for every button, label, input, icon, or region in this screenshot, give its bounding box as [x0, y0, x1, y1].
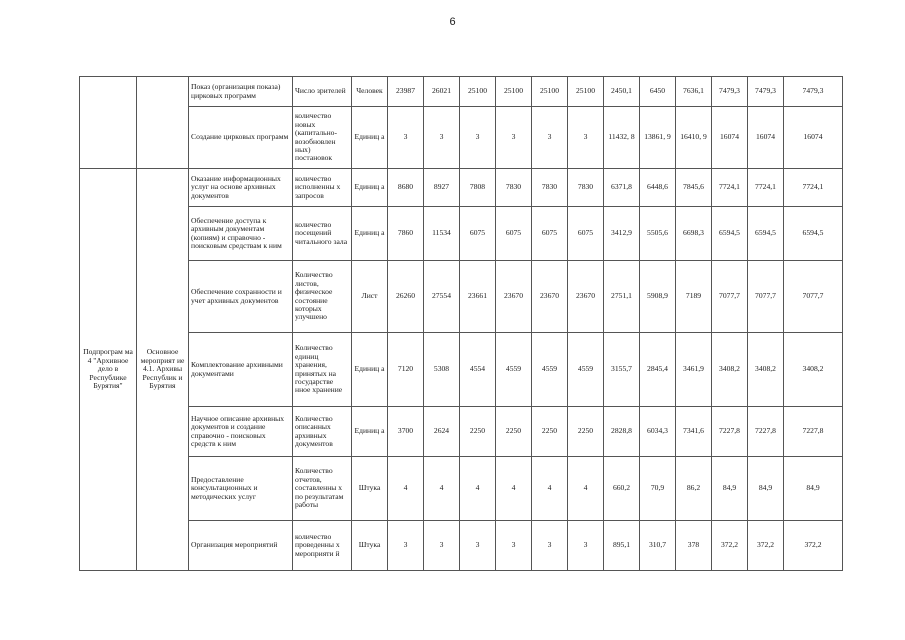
value-cell: 7341,6	[676, 407, 712, 457]
value-cell: 84,9	[712, 457, 748, 521]
unit-cell: Единиц а	[352, 107, 388, 169]
unit-cell: Единиц а	[352, 333, 388, 407]
value-cell: 2250	[460, 407, 496, 457]
measure-cell	[137, 77, 189, 169]
value-cell: 660,2	[604, 457, 640, 521]
indicator-cell: количество посещений читального зала	[293, 207, 352, 261]
value-cell: 6594,5	[784, 207, 843, 261]
value-cell: 3	[388, 107, 424, 169]
value-cell: 3	[424, 107, 460, 169]
service-cell: Обеспечение сохранности и учет архивных документов	[189, 261, 293, 333]
value-cell: 6448,6	[640, 169, 676, 207]
table-row	[80, 107, 843, 169]
value-cell: 2845,4	[640, 333, 676, 407]
value-cell: 11432, 8	[604, 107, 640, 169]
service-cell: Оказание информационных услуг на основе архивных документов	[189, 169, 293, 207]
value-cell: 4	[532, 457, 568, 521]
value-cell: 6450	[640, 77, 676, 107]
indicator-cell: Количество единиц хранения, принятых на государстве нное хранение	[293, 333, 352, 407]
value-cell: 3	[568, 521, 604, 571]
value-cell: 25100	[532, 77, 568, 107]
value-cell: 4	[568, 457, 604, 521]
value-cell: 4559	[532, 333, 568, 407]
value-cell: 7724,1	[748, 169, 784, 207]
table-row	[80, 77, 843, 107]
value-cell: 7830	[532, 169, 568, 207]
service-cell: Научное описание архивных документов и создание справочно - поисковых средств к ним	[189, 407, 293, 457]
value-cell: 3	[424, 521, 460, 571]
value-cell: 4559	[496, 333, 532, 407]
unit-cell: Штука	[352, 457, 388, 521]
value-cell: 7808	[460, 169, 496, 207]
value-cell: 4559	[568, 333, 604, 407]
indicator-cell: количество исполненны х запросов	[293, 169, 352, 207]
value-cell: 23670	[496, 261, 532, 333]
table-row	[80, 207, 843, 261]
table-row	[80, 521, 843, 571]
value-cell: 4554	[460, 333, 496, 407]
indicator-cell: Количество отчетов, составленны х по результатам работы	[293, 457, 352, 521]
table-row	[80, 407, 843, 457]
value-cell: 5505,6	[640, 207, 676, 261]
value-cell: 6594,5	[712, 207, 748, 261]
value-cell: 8927	[424, 169, 460, 207]
page-number: 6	[449, 16, 456, 28]
value-cell: 25100	[568, 77, 604, 107]
value-cell: 378	[676, 521, 712, 571]
value-cell: 7830	[568, 169, 604, 207]
value-cell: 3	[496, 107, 532, 169]
value-cell: 25100	[496, 77, 532, 107]
indicator-cell: Количество описанных архивных документов	[293, 407, 352, 457]
value-cell: 84,9	[784, 457, 843, 521]
value-cell: 3	[568, 107, 604, 169]
value-cell: 16074	[712, 107, 748, 169]
subprogram-cell	[80, 77, 137, 169]
value-cell: 7479,3	[712, 77, 748, 107]
value-cell: 6034,3	[640, 407, 676, 457]
value-cell: 6698,3	[676, 207, 712, 261]
service-cell: Предоставление консультационных и методических услуг	[189, 457, 293, 521]
indicator-cell: Число зрителей	[293, 77, 352, 107]
value-cell: 25100	[460, 77, 496, 107]
report-table	[79, 76, 843, 571]
value-cell: 372,2	[784, 521, 843, 571]
value-cell: 3700	[388, 407, 424, 457]
value-cell: 8680	[388, 169, 424, 207]
value-cell: 4	[460, 457, 496, 521]
measure-cell: Основное мероприят ие 4.1. Архивы Республик и Бурятия	[137, 169, 189, 571]
service-cell: Обеспечение доступа к архивным документам (копиям) и справочно - поисковым средствам к ним	[189, 207, 293, 261]
value-cell: 4	[424, 457, 460, 521]
value-cell: 3461,9	[676, 333, 712, 407]
value-cell: 6075	[568, 207, 604, 261]
value-cell: 5308	[424, 333, 460, 407]
value-cell: 2828,8	[604, 407, 640, 457]
service-cell: Организация мероприятий	[189, 521, 293, 571]
table-row	[80, 333, 843, 407]
value-cell: 7845,6	[676, 169, 712, 207]
value-cell: 7077,7	[784, 261, 843, 333]
unit-cell: Единиц а	[352, 407, 388, 457]
indicator-cell: количество проведенны х мероприяти й	[293, 521, 352, 571]
value-cell: 6075	[460, 207, 496, 261]
unit-cell: Единиц а	[352, 169, 388, 207]
value-cell: 26021	[424, 77, 460, 107]
value-cell: 4	[388, 457, 424, 521]
value-cell: 7724,1	[712, 169, 748, 207]
value-cell: 3412,9	[604, 207, 640, 261]
value-cell: 27554	[424, 261, 460, 333]
unit-cell: Единиц а	[352, 207, 388, 261]
value-cell: 3	[532, 107, 568, 169]
value-cell: 70,9	[640, 457, 676, 521]
value-cell: 3	[388, 521, 424, 571]
value-cell: 7860	[388, 207, 424, 261]
value-cell: 23670	[532, 261, 568, 333]
value-cell: 26260	[388, 261, 424, 333]
value-cell: 7830	[496, 169, 532, 207]
indicator-cell: количество новых (капитально-возобновлен ных) постановок	[293, 107, 352, 169]
value-cell: 2450,1	[604, 77, 640, 107]
service-cell: Показ (организация показа) цирковых программ	[189, 77, 293, 107]
value-cell: 372,2	[748, 521, 784, 571]
value-cell: 23987	[388, 77, 424, 107]
subprogram-cell: Подпрограм ма 4 "Архивное дело в Республике Бурятия"	[80, 169, 137, 571]
value-cell: 23670	[568, 261, 604, 333]
value-cell: 84,9	[748, 457, 784, 521]
value-cell: 4	[496, 457, 532, 521]
value-cell: 3155,7	[604, 333, 640, 407]
unit-cell: Человек	[352, 77, 388, 107]
table-row	[80, 169, 843, 207]
value-cell: 7479,3	[784, 77, 843, 107]
value-cell: 2751,1	[604, 261, 640, 333]
value-cell: 2250	[532, 407, 568, 457]
value-cell: 2250	[496, 407, 532, 457]
value-cell: 7479,3	[748, 77, 784, 107]
table-row	[80, 457, 843, 521]
unit-cell: Штука	[352, 521, 388, 571]
value-cell: 6594,5	[748, 207, 784, 261]
value-cell: 7227,8	[748, 407, 784, 457]
value-cell: 310,7	[640, 521, 676, 571]
value-cell: 7724,1	[784, 169, 843, 207]
value-cell: 3	[460, 521, 496, 571]
value-cell: 6371,8	[604, 169, 640, 207]
value-cell: 3	[460, 107, 496, 169]
value-cell: 3408,2	[712, 333, 748, 407]
value-cell: 16074	[748, 107, 784, 169]
value-cell: 3408,2	[748, 333, 784, 407]
value-cell: 11534	[424, 207, 460, 261]
value-cell: 2624	[424, 407, 460, 457]
value-cell: 5908,9	[640, 261, 676, 333]
value-cell: 3408,2	[784, 333, 843, 407]
service-cell: Комплектование архивными документами	[189, 333, 293, 407]
value-cell: 6075	[532, 207, 568, 261]
value-cell: 7189	[676, 261, 712, 333]
value-cell: 7227,8	[712, 407, 748, 457]
value-cell: 7636,1	[676, 77, 712, 107]
unit-cell: Лист	[352, 261, 388, 333]
service-cell: Создание цирковых программ	[189, 107, 293, 169]
value-cell: 7227,8	[784, 407, 843, 457]
value-cell: 86,2	[676, 457, 712, 521]
value-cell: 895,1	[604, 521, 640, 571]
value-cell: 7077,7	[748, 261, 784, 333]
value-cell: 3	[496, 521, 532, 571]
table-row	[80, 261, 843, 333]
value-cell: 7077,7	[712, 261, 748, 333]
value-cell: 7120	[388, 333, 424, 407]
value-cell: 3	[532, 521, 568, 571]
value-cell: 2250	[568, 407, 604, 457]
value-cell: 13861, 9	[640, 107, 676, 169]
value-cell: 16410, 9	[676, 107, 712, 169]
value-cell: 6075	[496, 207, 532, 261]
value-cell: 23661	[460, 261, 496, 333]
indicator-cell: Количество листов, физическое состояние которых улучшено	[293, 261, 352, 333]
value-cell: 16074	[784, 107, 843, 169]
value-cell: 372,2	[712, 521, 748, 571]
